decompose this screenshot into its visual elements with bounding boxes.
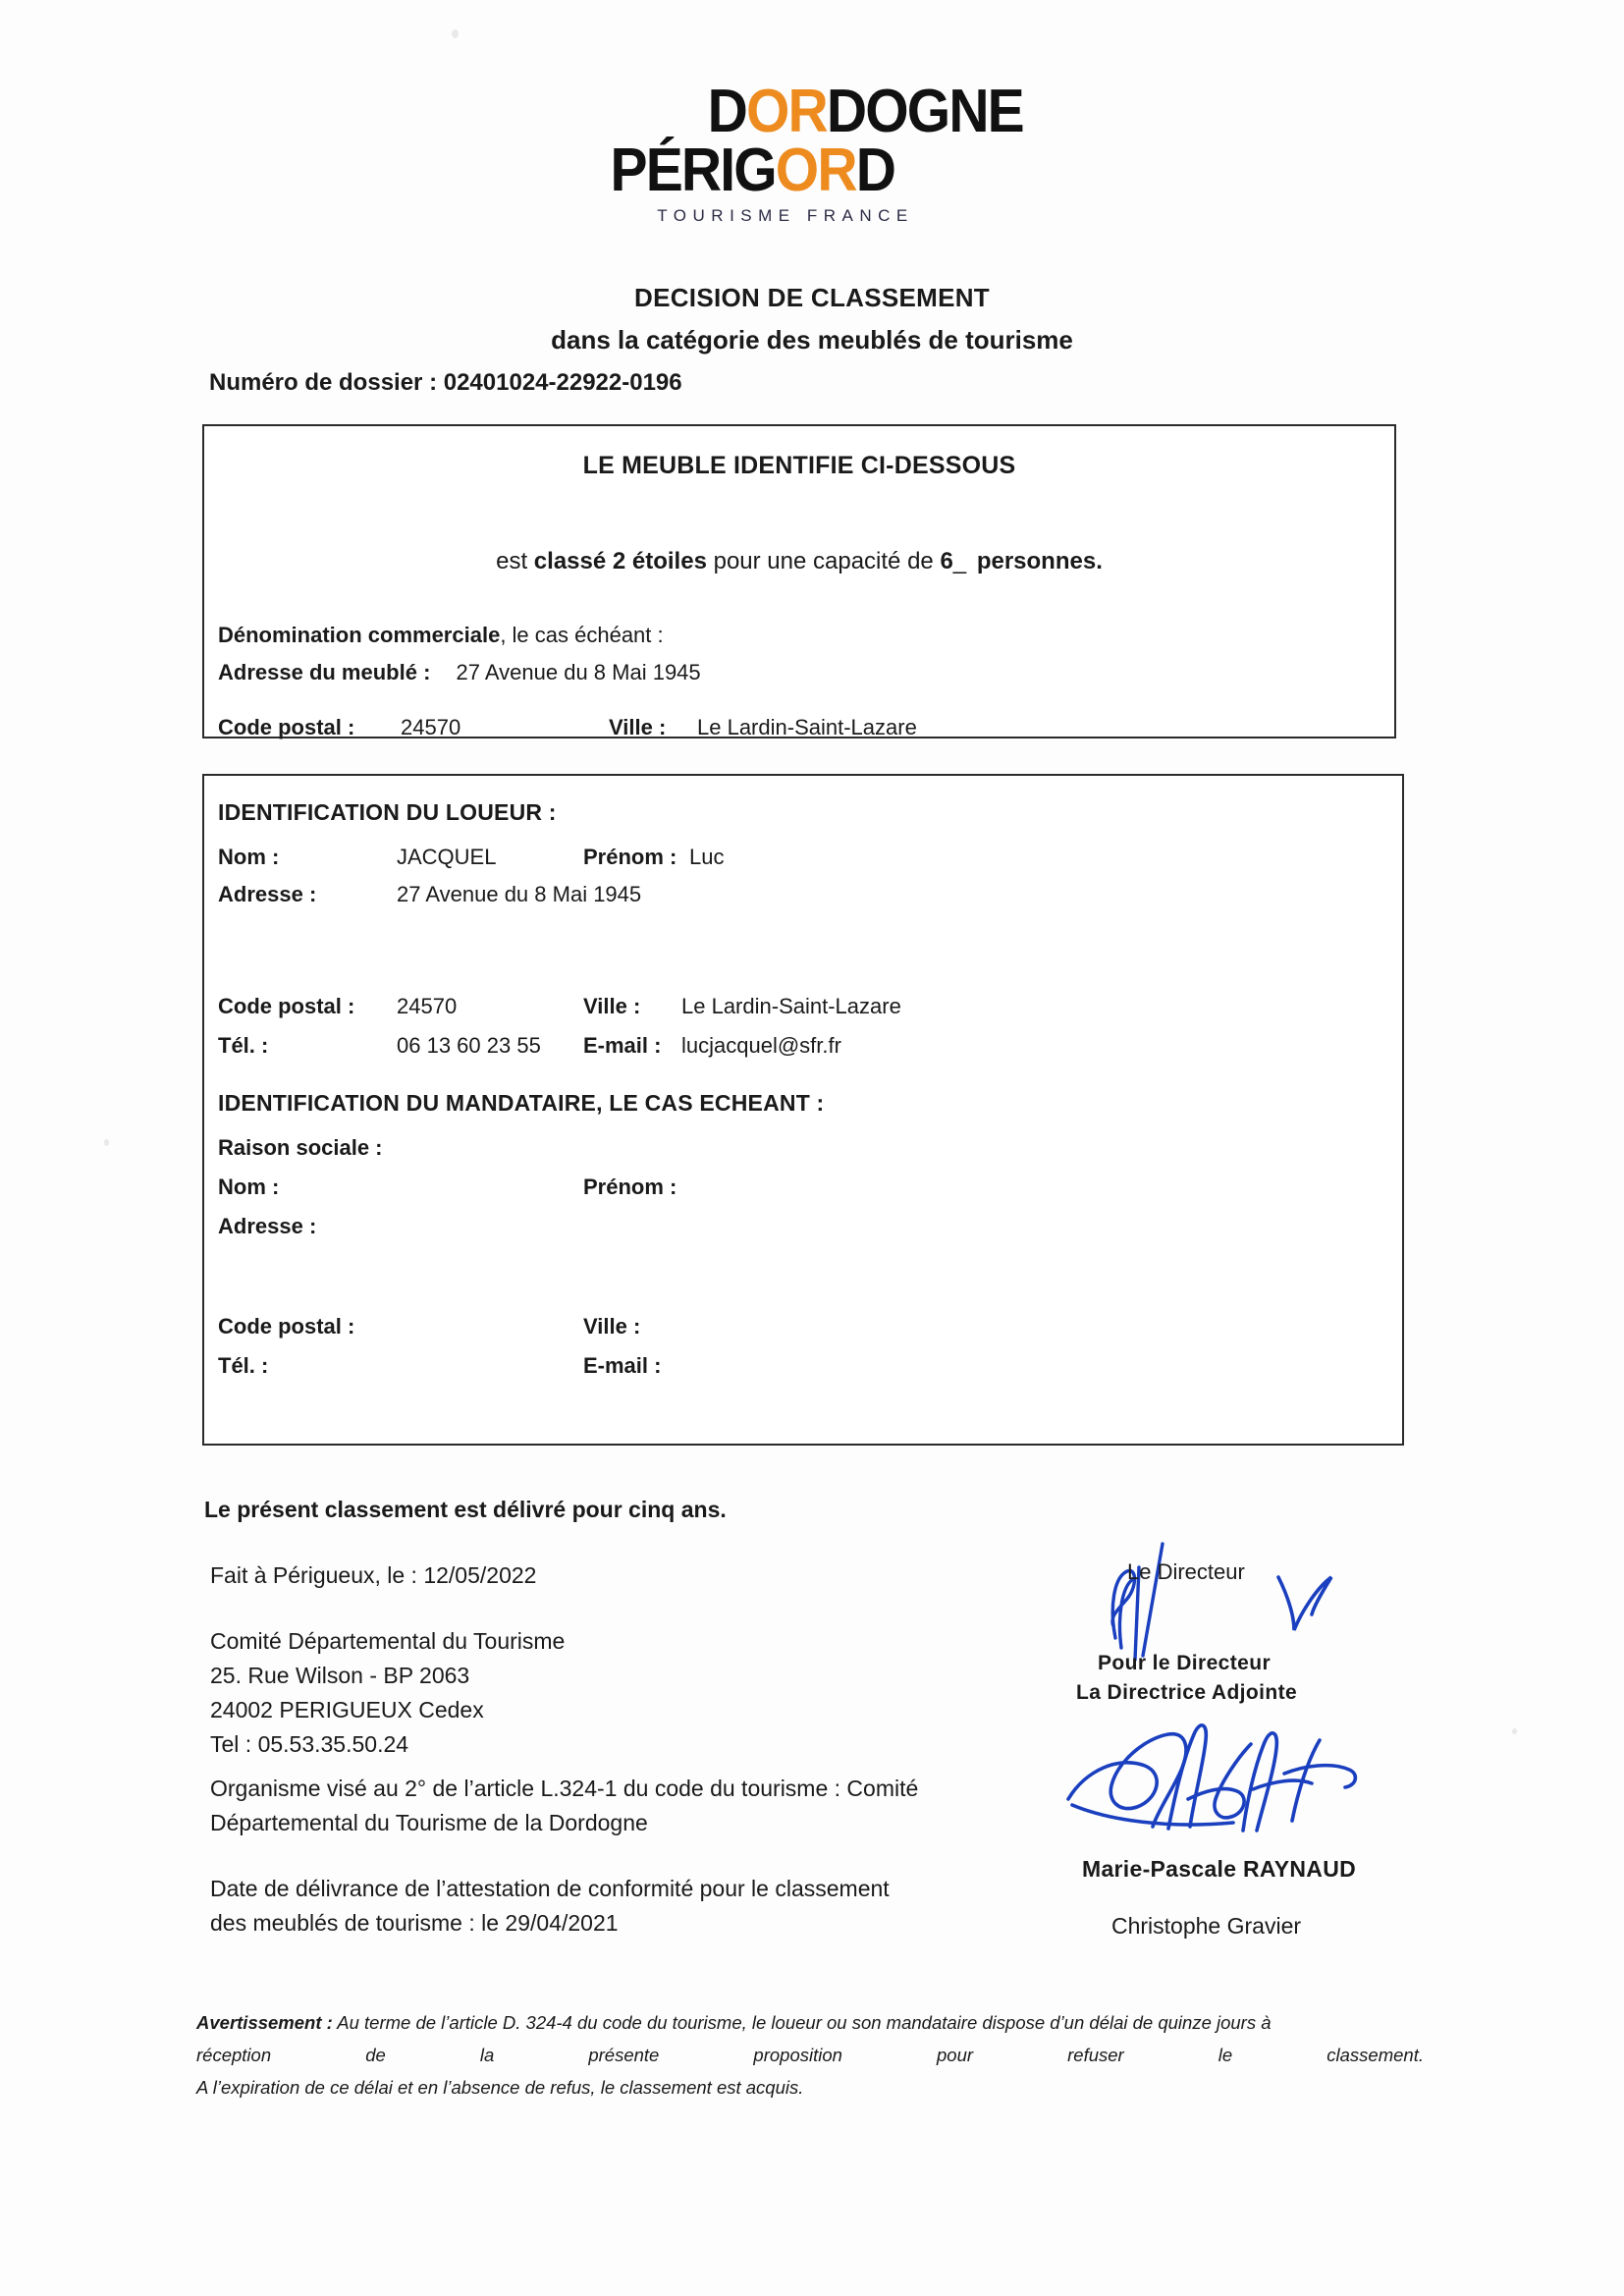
- loueur-mandataire-box: [202, 774, 1404, 1446]
- warning-line-3: A l’expiration de ce délai et en l’absence de refus, le classement est acquis.: [196, 2076, 804, 2098]
- fait-a-line: Fait à Périgueux, le : 12/05/2022: [210, 1562, 537, 1588]
- issuer-line-4: Tel : 05.53.35.50.24: [210, 1730, 409, 1757]
- meuble-adresse-label: Adresse du meublé :: [218, 660, 431, 684]
- denomination-label: Dénomination commerciale: [218, 623, 501, 647]
- classification-value: classé 2 étoiles: [533, 548, 707, 574]
- handwritten-signature: [1051, 1705, 1384, 1872]
- logo-tagline: TOURISME FRANCE: [657, 206, 914, 226]
- mandataire-raison-label: Raison sociale :: [218, 1135, 383, 1160]
- meuble-ville-value-cell: [697, 715, 917, 740]
- meuble-box-body: [202, 515, 1396, 738]
- issuer-line-1: Comité Départemental du Tourisme: [210, 1627, 566, 1654]
- document-title-block: [0, 283, 1624, 397]
- mandataire-nom-label: Nom :: [218, 1175, 280, 1199]
- loueur-adresse-label: Adresse :: [218, 882, 317, 906]
- director-name: Christophe Gravier: [1111, 1913, 1302, 1939]
- classification-line: est classé 2 étoiles pour une capacité de 6_ personnes.: [496, 548, 1103, 574]
- mandataire-ville-label: Ville :: [583, 1314, 641, 1339]
- validity-statement: Le présent classement est délivré pour cinq ans.: [204, 1497, 727, 1522]
- loueur-prenom-label-cell: [583, 845, 677, 870]
- meuble-ville-label-cell: [609, 715, 666, 740]
- warning-footer: [196, 2007, 1424, 2105]
- classification-middle: pour une capacité de: [713, 548, 934, 574]
- meuble-adresse-row: [218, 660, 701, 685]
- logo-d: D: [707, 78, 747, 145]
- logo-d2: D: [855, 136, 895, 204]
- mandataire-raison-label-cell: [218, 1135, 383, 1161]
- denomination-suffix: , le cas échéant :: [500, 623, 664, 647]
- mandataire-prenom-label-cell: [583, 1175, 677, 1200]
- warning-line-1: [196, 2007, 1424, 2040]
- warning-text-1: Au terme de l’article D. 324-4 du code du tourisme, le loueur ou son mandataire dispose d’un délai de quinze jours à: [332, 2012, 1272, 2033]
- loueur-adresse-value-cell: [397, 882, 641, 907]
- issuer-line-2: 25. Rue Wilson - BP 2063: [210, 1662, 470, 1688]
- loueur-ville-value: Le Lardin-Saint-Lazare: [681, 994, 901, 1018]
- loueur-email-label-cell: [583, 1033, 661, 1059]
- meuble-adresse-value: 27 Avenue du 8 Mai 1945: [456, 660, 701, 684]
- dordogne-perigord-logo: [0, 78, 1624, 226]
- mandataire-email-label: E-mail :: [583, 1353, 662, 1378]
- loueur-email-value: lucjacquel@sfr.fr: [681, 1033, 841, 1058]
- mandataire-nom-label-cell: [218, 1175, 279, 1200]
- meuble-codepostal-label-cell: [218, 715, 354, 740]
- issuer-line-6: Départemental du Tourisme de la Dordogne: [210, 1809, 648, 1835]
- loueur-codepostal-label: Code postal :: [218, 994, 355, 1018]
- loueur-section-title: IDENTIFICATION DU LOUEUR :: [218, 799, 557, 825]
- loueur-codepostal-label-cell: [218, 994, 354, 1019]
- validity-and-issuer-block: [204, 1497, 1186, 1941]
- loueur-codepostal-value: 24570: [397, 994, 458, 1018]
- logo-line-perigord: [65, 136, 1559, 204]
- loueur-nom-label-cell: [218, 845, 279, 870]
- loueur-tel-value-cell: [397, 1033, 541, 1059]
- loueur-adresse-value: 27 Avenue du 8 Mai 1945: [397, 882, 642, 906]
- warning-label: Avertissement :: [196, 2012, 333, 2033]
- logo-line-dordogne: [65, 78, 1559, 145]
- mandataire-adresse-label: Adresse :: [218, 1214, 317, 1238]
- loueur-prenom-value: Luc: [689, 845, 725, 869]
- loueur-nom-value-cell: [397, 845, 496, 870]
- loueur-nom-value: JACQUEL: [397, 845, 497, 869]
- loueur-adresse-label-cell: [218, 882, 316, 907]
- attestation-line-1: Date de délivrance de l’attestation de conformité pour le classement: [210, 1875, 890, 1901]
- logo-or-1: OR: [746, 78, 827, 145]
- loueur-prenom-label: Prénom :: [583, 845, 677, 869]
- meuble-box-header: [202, 424, 1396, 517]
- issuer-line-3: 24002 PERIGUEUX Cedex: [210, 1696, 484, 1722]
- loueur-prenom-value-cell: [689, 845, 724, 870]
- loueur-codepostal-value-cell: [397, 994, 457, 1019]
- mandataire-adresse-label-cell: [218, 1214, 316, 1239]
- scan-speck: [1512, 1728, 1517, 1734]
- loueur-nom-label: Nom :: [218, 845, 280, 869]
- mandataire-tel-label: Tél. :: [218, 1353, 269, 1378]
- capacity-value: 6: [940, 548, 953, 574]
- loueur-ville-label-cell: [583, 994, 640, 1019]
- meuble-codepostal-label: Code postal :: [218, 715, 355, 739]
- meuble-box-title: LE MEUBLE IDENTIFIE CI-DESSOUS: [582, 452, 1016, 479]
- meuble-codepostal-value-cell: [401, 715, 460, 740]
- warning-line-2: réception de la présente proposition pour refuser le classement.: [196, 2044, 1424, 2065]
- capacity-unit: personnes.: [976, 548, 1103, 574]
- meuble-codepostal-value: 24570: [401, 715, 461, 739]
- dossier-number-line: [0, 369, 1624, 397]
- scan-speck: [452, 29, 459, 38]
- mandataire-prenom-label: Prénom :: [583, 1175, 677, 1199]
- dossier-label: Numéro de dossier :: [209, 369, 438, 396]
- loueur-email-value-cell: [681, 1033, 841, 1059]
- for-director-label: Pour le Directeur: [1098, 1652, 1272, 1674]
- signature-ink-top: [1070, 1532, 1384, 1669]
- mandataire-codepostal-label: Code postal :: [218, 1314, 355, 1339]
- loueur-tel-value: 06 13 60 23 55: [397, 1033, 541, 1058]
- page-title: DECISION DE CLASSEMENT: [634, 283, 990, 312]
- mandataire-email-label-cell: [583, 1353, 661, 1379]
- mandataire-section-title: IDENTIFICATION DU MANDATAIRE, LE CAS ECHEANT :: [218, 1090, 825, 1116]
- page-subtitle: dans la catégorie des meublés de tourisme: [551, 325, 1073, 355]
- loueur-tel-label: Tél. :: [218, 1033, 269, 1058]
- loueur-email-label: E-mail :: [583, 1033, 662, 1058]
- dossier-value: 02401024-22922-0196: [443, 369, 682, 396]
- mandataire-ville-label-cell: [583, 1314, 640, 1339]
- meuble-ville-label: Ville :: [609, 715, 667, 739]
- mandataire-codepostal-label-cell: [218, 1314, 354, 1339]
- scan-speck: [104, 1139, 109, 1146]
- deputy-title-label: La Directrice Adjointe: [1076, 1681, 1298, 1704]
- logo-perig: PÉRIG: [610, 136, 776, 204]
- classification-prefix: est: [496, 548, 528, 574]
- loueur-ville-label: Ville :: [583, 994, 641, 1018]
- logo-dogne: DOGNE: [826, 78, 1023, 145]
- loueur-tel-label-cell: [218, 1033, 268, 1059]
- logo-or-2: OR: [775, 136, 856, 204]
- mandataire-tel-label-cell: [218, 1353, 268, 1379]
- director-label: Le Directeur: [1127, 1559, 1245, 1584]
- attestation-line-2: des meublés de tourisme : le 29/04/2021: [210, 1909, 619, 1936]
- denomination-row: [218, 623, 664, 648]
- deputy-name: Marie-Pascale RAYNAUD: [1082, 1856, 1357, 1882]
- issuer-line-5: Organisme visé au 2° de l’article L.324-1 du code du tourisme : Comité: [210, 1775, 919, 1801]
- meuble-ville-value: Le Lardin-Saint-Lazare: [697, 715, 917, 739]
- loueur-ville-value-cell: [681, 994, 901, 1019]
